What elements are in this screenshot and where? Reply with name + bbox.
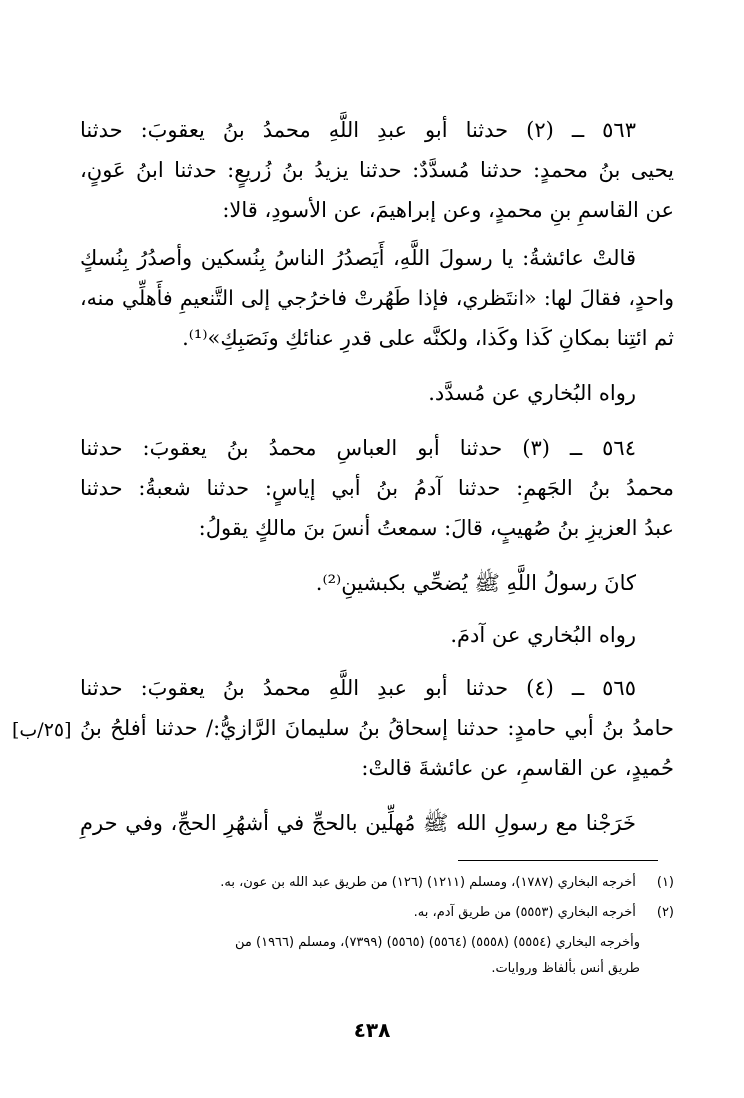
footnote-2	[414, 902, 674, 924]
hadith-563-matn-line-1: قالتْ عائشةُ: يا رسولَ اللَّهِ، أَيَصدُرُ الناسُ بِنُسكين وأصدُرُ بِنُسكٍ	[80, 246, 636, 270]
page-number: ٤٣٨	[353, 1018, 391, 1042]
hadith-564-riwaya: رواه البُخاري عن آدمَ.	[450, 623, 636, 647]
folio-margin-note: [٢٥/ب]	[12, 719, 72, 741]
hadith-565-matn-line-1: خَرَجْنا مع رسولِ الله ﷺ مُهلِّين بالحجِّ في أشهُرِ الحجِّ، وفي حرمِ	[80, 811, 636, 835]
footnote-text: أخرجه البخاري (١٧٨٧)، ومسلم (١٢١١) (١٢٦) من طريق عبد الله بن عون، به.	[220, 875, 636, 890]
footnote-number: (٢)	[656, 905, 674, 920]
footnote-divider	[458, 860, 658, 861]
footnote-1	[220, 872, 674, 894]
hadith-564-isnad-line-3: عبدُ العزيزِ بنُ صُهيبٍ، قالَ: سمعتُ أنسَ بنَ مالكٍ يقولُ:	[198, 516, 674, 540]
hadith-564-isnad-line-1: ٥٦٤ ــ (٣) حدثنا أبو العباسِ محمدُ بنُ يعقوبَ: حدثنا	[80, 436, 636, 460]
hadith-565-isnad-line-3: حُميدٍ، عن القاسمِ، عن عائشةَ قالتْ:	[361, 756, 674, 780]
footnote-2-continuation-line-1	[235, 932, 640, 954]
hadith-563-matn-line-3: ثم ائتِنا بمكانِ كَذا وكَذا، ولكنَّه على قدرِ عنائكِ ونَصَبِكِ»⁽¹⁾.	[182, 326, 674, 350]
hadith-563-matn-line-2: واحدٍ، فقالَ لها: «انتَظري، فإذا طَهُرتْ فاخرُجي إلى التَّنعيمِ فأَهلِّي منه،	[80, 286, 674, 310]
hadith-564-matn-line-1: كانَ رسولُ اللَّهِ ﷺ يُضحِّي بكبشينِ⁽²⁾.	[315, 571, 636, 595]
footnote-number: (١)	[656, 875, 674, 890]
hadith-563-isnad-line-3: عن القاسمِ بنِ محمدٍ، وعن إبراهيمَ، عن الأسودِ، قالا:	[222, 198, 674, 222]
hadith-565-isnad-line-1: ٥٦٥ ــ (٤) حدثنا أبو عبدِ اللَّهِ محمدُ بنُ يعقوبَ: حدثنا	[80, 676, 636, 700]
footnote-2-continuation-line-2	[491, 958, 640, 980]
hadith-564-isnad-line-2: محمدُ بنُ الجَهمِ: حدثنا آدمُ بنُ أبي إياسٍ: حدثنا شعبةُ: حدثنا	[80, 476, 674, 500]
hadith-563-isnad-line-2: يحيى بنُ محمدٍ: حدثنا مُسدَّدٌ: حدثنا يزيدُ بنُ زُريعٍ: حدثنا ابنُ عَونٍ،	[80, 158, 674, 182]
hadith-565-isnad-line-2: حامدُ بنُ أبي حامدٍ: حدثنا إسحاقُ بنُ سليمانَ الرَّازيُّ:/ حدثنا أفلحُ بنُ	[80, 716, 674, 740]
footnote-text: وأخرجه البخاري (٥٥٥٤) (٥٥٥٨) (٥٥٦٤) (٥٥٦٥) (٧٣٩٩)، ومسلم (١٩٦٦) من	[235, 935, 640, 950]
footnote-text: طريق أنس بألفاظ وروايات.	[491, 961, 640, 976]
hadith-563-riwaya: رواه البُخاري عن مُسدَّد.	[428, 381, 636, 405]
footnote-text: أخرجه البخاري (٥٥٥٣) من طريق آدم، به.	[413, 905, 636, 920]
hadith-563-isnad-line-1: ٥٦٣ ــ (٢) حدثنا أبو عبدِ اللَّهِ محمدُ بنُ يعقوبَ: حدثنا	[80, 118, 636, 142]
